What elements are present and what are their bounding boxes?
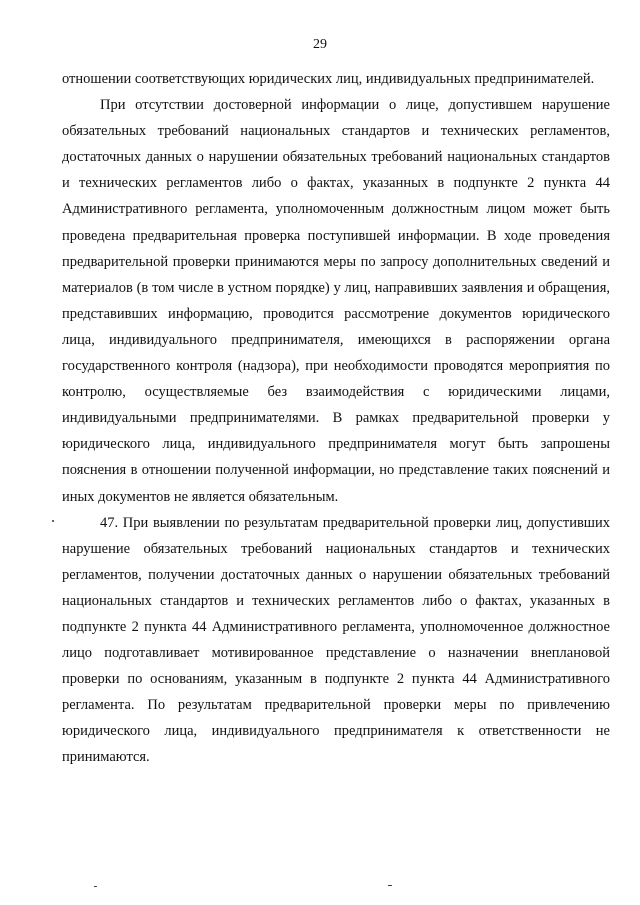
scan-speck bbox=[388, 885, 392, 886]
page-number: 29 bbox=[313, 37, 327, 52]
paragraph-continuation: отношении соответствующих юридических лиц, индивидуальных предпринимателей. bbox=[62, 71, 595, 87]
paragraph-item-47: 47. При выявлении по результатам предварительной проверки лиц, допустивших нарушение обязательных требований национальных стандартов и технических регламентов, получении достаточных данных о нарушении обязательных требований национальных стандартов и технических регламентов либо о фактах, указанных в подпункте 2 пункта 44 Административного регламента, уполномоченное должностное лицо подготавливает мотивированное представление о назначении внеплановой проверки по основаниям, указанным в подпункте 2 пункта 44 Административного регламента. По результатам предварительной проверки меры по привлечению юридического лица, индивидуального предпринимателя к ответственности не принимаются. bbox=[62, 514, 610, 766]
scan-speck bbox=[94, 886, 97, 887]
paragraph-preliminary-check: При отсутствии достоверной информации о лице, допустившем нарушение обязательных требований национальных стандартов и технических регламентов, достаточных данных о нарушении обязательных требований национальных стандартов и технических регламентов либо о фактах, указанных в подпункте 2 пункта 44 Административного регламента, уполномоченным должностным лицом может быть проведена предварительная проверка поступившей информации. В ходе проведения предварительной проверки принимаются меры по запросу дополнительных сведений и материалов (в том числе в устном порядке) у лиц, направивших заявления и обращения, представивших информацию, проводится рассмотрение документов юридического лица, индивидуального предпринимателя, имеющихся в распоряжении органа государственного контроля (надзора), при необходимости проводятся мероприятия по контролю, осуществляемые без взаимодействия с юридическими лицами, индивидуальными предпринимателями. В рамках предварительной проверки у юридического лица, индивидуального предпринимателя могут быть запрошены пояснения в отношении полученной информации, но представление таких пояснений и иных документов не является обязательным. bbox=[62, 97, 610, 505]
scan-speck bbox=[52, 520, 54, 522]
document-body bbox=[62, 66, 610, 771]
